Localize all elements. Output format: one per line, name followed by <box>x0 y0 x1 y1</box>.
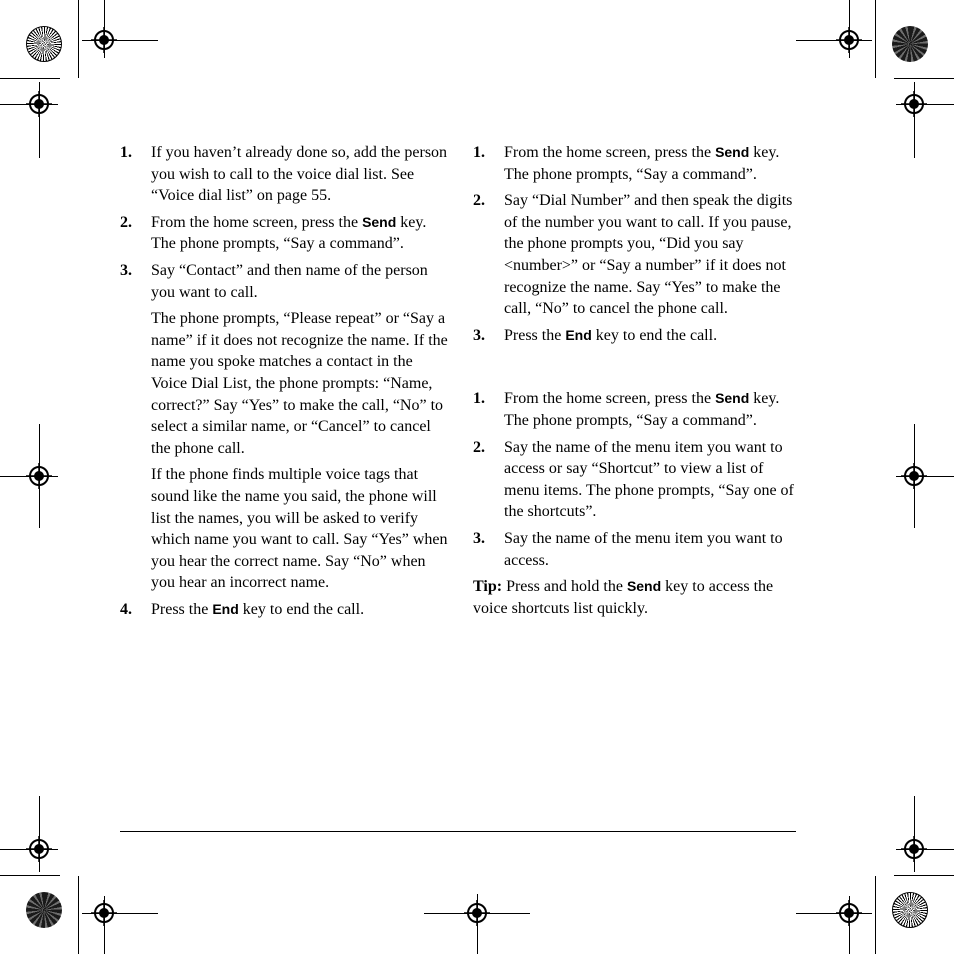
right-column <box>473 142 803 619</box>
crop-line <box>78 0 79 78</box>
step-text <box>504 142 803 185</box>
text-run: Say “Contact” and then name of the person you want to call. <box>151 261 428 301</box>
step-text <box>504 325 803 347</box>
step-number: 2. <box>473 192 485 210</box>
key-name: Send <box>362 213 397 230</box>
key-name: End <box>565 326 592 343</box>
crop-line <box>0 78 60 79</box>
step-number: 2. <box>473 438 485 456</box>
key-name: End <box>212 600 239 617</box>
step-item <box>120 599 450 621</box>
steps-list <box>120 142 450 620</box>
crop-line <box>894 78 954 79</box>
crop-line <box>875 876 876 954</box>
step-text <box>151 212 450 255</box>
text-run: If the phone finds multiple voice tags that sound like the name you said, the phone will list the names, you will be asked to verify which name you want to call. Say “Yes” when you hear the correct name. Say “No” when you hear an incorrect name. <box>151 466 448 592</box>
color-bar-icon <box>892 26 928 62</box>
step-number: 3. <box>120 261 132 279</box>
step-number: 3. <box>473 529 485 547</box>
text-run: Say the name of the menu item you want to access or say “Shortcut” to view a list of menu items. The phone prompts, “Say one of the shortcuts”. <box>504 438 794 521</box>
crop-line <box>875 0 876 78</box>
tip-text: key to access the voice shortcuts list quickly. <box>473 578 774 617</box>
step-item <box>473 142 803 185</box>
step-number: 1. <box>473 144 485 161</box>
registration-mark-icon <box>26 463 52 489</box>
step-text <box>504 528 803 571</box>
text-run: Press the <box>504 326 566 344</box>
registration-mark-icon <box>901 463 927 489</box>
text-run: key. The phone prompts, “Say a command”. <box>504 144 780 183</box>
key-name: Send <box>626 578 662 595</box>
registration-mark-icon <box>26 91 52 117</box>
step-text <box>151 142 450 207</box>
registration-mark-icon <box>91 27 117 53</box>
crop-line <box>894 875 954 876</box>
step-number: 3. <box>473 326 485 344</box>
step-item <box>120 142 450 207</box>
text-run: Say the name of the menu item you want to access. <box>504 529 783 569</box>
step-text <box>151 464 450 594</box>
step-item <box>473 437 803 523</box>
step-number: 1. <box>120 144 132 161</box>
registration-mark-icon <box>836 900 862 926</box>
text-run: The phone prompts, “Please repeat” or “Say a name” if it does not recognize the name. If the name you spoke matches a contact in the Voice Dial List, the phone prompts: “Name, correct?” Say “Yes” to make the call, “No” to select a similar name, or “Cancel” to cancel the phone call. <box>151 310 448 457</box>
registration-mark-icon <box>901 836 927 862</box>
steps-list <box>473 142 803 346</box>
tip-text: Press and hold the <box>502 578 627 596</box>
text-run: From the home screen, press the <box>504 144 716 161</box>
text-run: From the home screen, press the <box>504 390 716 408</box>
text-run: If you haven’t already done so, add the person you wish to call to the voice dial list. See “Voice dial list” on page 55. <box>151 144 448 205</box>
step-number: 1. <box>473 390 485 408</box>
step-item <box>120 212 450 255</box>
step-number: 2. <box>120 213 132 231</box>
step-item <box>473 190 803 320</box>
text-run: Press the <box>151 600 213 618</box>
section-gap <box>473 351 803 388</box>
crop-line <box>78 876 79 954</box>
step-item <box>473 325 803 347</box>
steps-list <box>473 388 803 571</box>
registration-mark-icon <box>26 836 52 862</box>
text-run: key. The phone prompts, “Say a command”. <box>151 213 427 253</box>
step-text <box>151 260 450 303</box>
left-column <box>120 142 450 625</box>
text-run: key to end the call. <box>238 600 365 618</box>
step-number: 4. <box>120 600 132 618</box>
step-item <box>120 260 450 594</box>
text-run: key. The phone prompts, “Say a command”. <box>504 390 780 429</box>
key-name: Send <box>715 390 750 407</box>
step-text <box>504 437 803 523</box>
registration-mark-icon <box>91 900 117 926</box>
step-text <box>151 308 450 459</box>
color-bar-icon <box>26 892 62 928</box>
crop-line <box>0 875 60 876</box>
step-item <box>473 388 803 431</box>
color-bar-icon <box>892 892 928 928</box>
step-text <box>504 388 803 431</box>
footer-rule <box>120 831 796 832</box>
tip-note <box>473 576 803 619</box>
registration-mark-icon <box>464 900 490 926</box>
tip-label: Tip: <box>473 578 503 596</box>
step-text <box>504 190 803 320</box>
color-bar-icon <box>26 26 62 62</box>
text-run: Say “Dial Number” and then speak the digits of the number you want to call. If you pause, the phone prompts you, “Did you say <number>” or “Say a number” if it does not recognize the name. Say “Yes” to make the call, “No” to cancel the phone call. <box>504 192 793 318</box>
step-item <box>473 528 803 571</box>
text-run: key to end the call. <box>591 326 718 344</box>
text-run: From the home screen, press the <box>151 213 363 231</box>
registration-mark-icon <box>901 91 927 117</box>
key-name: Send <box>715 144 750 160</box>
registration-mark-icon <box>836 27 862 53</box>
step-text <box>151 599 450 621</box>
